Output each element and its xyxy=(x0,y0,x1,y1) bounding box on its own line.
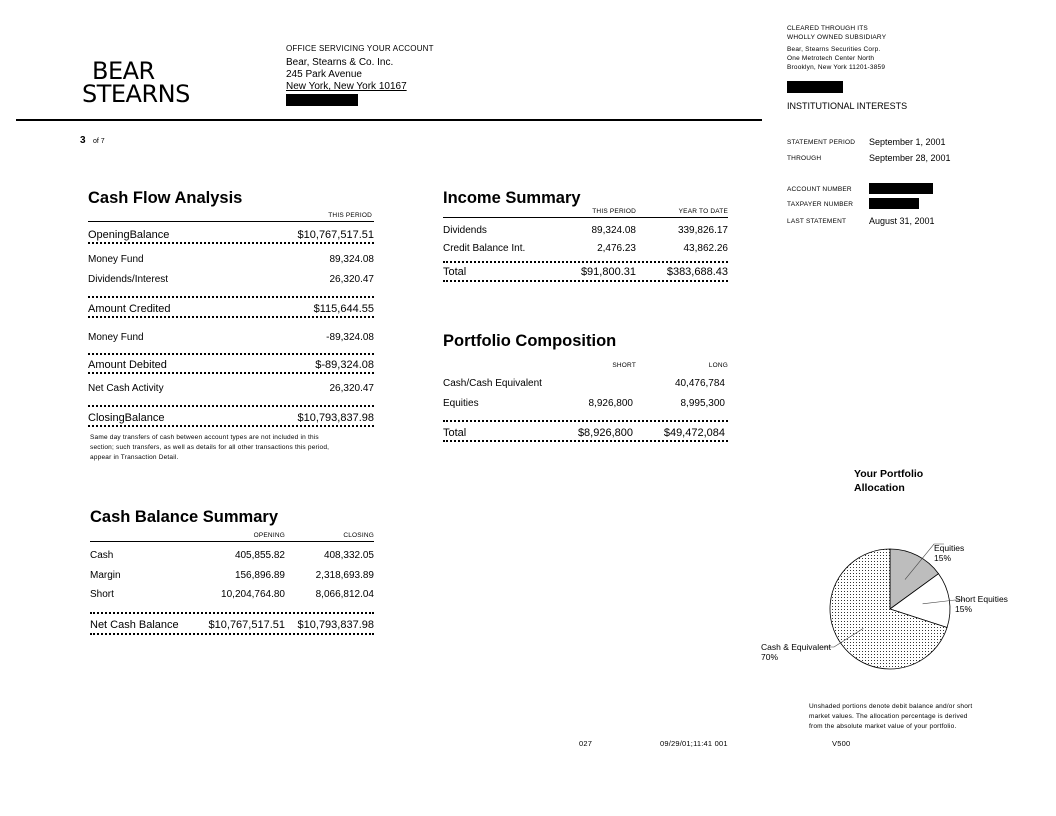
dividends-label: Dividends xyxy=(443,225,487,236)
clearing-heading-2: WHOLLY OWNED SUBSIDIARY xyxy=(787,34,887,41)
divider xyxy=(88,316,374,318)
taxpayer-number-label: TAXPAYER NUMBER xyxy=(787,201,854,208)
equities-label: Equities xyxy=(443,398,479,409)
logo-line-2: STEARNS xyxy=(82,80,190,108)
page-of: of 7 xyxy=(93,138,105,145)
income-col-this-period: THIS PERIOD xyxy=(592,208,636,215)
divider xyxy=(88,425,374,427)
clearing-block xyxy=(787,25,886,71)
statement-period-label: STATEMENT PERIOD xyxy=(787,139,856,146)
cash-flow-note xyxy=(90,433,329,463)
short-closing: 8,066,812.04 xyxy=(315,589,374,600)
amount-debited-label: Amount Debited xyxy=(88,359,167,371)
money-fund-label: Money Fund xyxy=(88,254,144,265)
divider xyxy=(443,280,728,282)
allocation-note xyxy=(809,702,972,732)
page-indicator xyxy=(80,130,105,148)
cash-flow-title: Cash Flow Analysis xyxy=(88,189,243,207)
short-equities-slice-pct: 15% xyxy=(955,604,973,614)
credit-balance-int-this-period: 2,476.23 xyxy=(597,243,636,254)
cash-balance-col-opening: OPENING xyxy=(253,532,285,539)
allocation-note-line-2: market values. The allocation percentage is derived xyxy=(809,713,968,720)
clearing-line-3: Brooklyn, New York 11201-3859 xyxy=(787,64,886,71)
cash-balance-col-closing: CLOSING xyxy=(343,532,374,539)
income-total-label: Total xyxy=(443,266,467,278)
income-col-ytd: YEAR TO DATE xyxy=(678,208,728,215)
office-line-3: New York, New York 10167 xyxy=(286,81,407,92)
credit-balance-int-ytd: 43,862.26 xyxy=(683,243,728,254)
portfolio-col-long: LONG xyxy=(708,362,728,369)
amount-credited-value: $115,644.55 xyxy=(313,303,374,315)
cash-closing: 408,332.05 xyxy=(323,550,374,561)
note-line-3: appear in Transaction Detail. xyxy=(90,454,179,461)
portfolio-composition-title: Portfolio Composition xyxy=(443,332,617,350)
margin-label: Margin xyxy=(90,570,121,581)
statement-period-value: September 1, 2001 xyxy=(869,137,946,147)
dividends-ytd: 339,826.17 xyxy=(677,225,728,236)
equities-long: 8,995,300 xyxy=(680,398,725,409)
dividends-interest-label: Dividends/Interest xyxy=(88,274,169,285)
portfolio-total-short: $8,926,800 xyxy=(577,427,633,439)
slice-label-cash-equivalent xyxy=(761,642,831,662)
page-number: 3 xyxy=(80,135,86,146)
divider xyxy=(88,372,374,374)
redacted-account-number xyxy=(869,183,933,194)
note-line-2: section; such transfers, as well as details for all other transactions this period, xyxy=(90,444,330,451)
last-statement-value: August 31, 2001 xyxy=(869,216,935,226)
office-block xyxy=(286,44,434,92)
net-cash-activity-value: 26,320.47 xyxy=(329,383,374,394)
slice-label-short-equities xyxy=(955,594,1008,614)
equities-short: 8,926,800 xyxy=(588,398,633,409)
net-cash-balance-label: Net Cash Balance xyxy=(90,619,179,631)
equities-slice-name: Equities xyxy=(934,543,965,553)
divider xyxy=(443,420,728,422)
margin-opening: 156,896.89 xyxy=(234,570,285,581)
slice-label-equities xyxy=(934,543,964,563)
short-label: Short xyxy=(90,589,114,600)
office-line-2: 245 Park Avenue xyxy=(286,69,362,80)
account-number-label: ACCOUNT NUMBER xyxy=(787,186,852,193)
equities-slice-pct: 15% xyxy=(934,553,952,563)
footer-timestamp: 09/29/01;11:41 001 xyxy=(660,739,728,748)
cash-balance-header-rule xyxy=(90,541,374,542)
net-cash-balance-opening: $10,767,517.51 xyxy=(208,619,285,631)
dividends-interest-value: 26,320.47 xyxy=(329,274,374,285)
divider xyxy=(90,612,374,614)
portfolio-col-short: SHORT xyxy=(612,362,636,369)
divider xyxy=(443,261,728,263)
closing-balance-value: $10,793,837.98 xyxy=(297,412,374,424)
through-label: THROUGH xyxy=(787,155,822,162)
allocation-title-line-1: Your Portfolio xyxy=(854,468,924,480)
short-opening: 10,204,764.80 xyxy=(221,589,285,600)
closing-balance-label: ClosingBalance xyxy=(88,412,165,424)
redacted-clearing-info xyxy=(787,81,843,93)
cash-equivalent-slice-name: Cash & Equivalent xyxy=(761,642,831,652)
income-header-rule xyxy=(443,217,728,218)
cash-equivalent-long: 40,476,784 xyxy=(674,378,725,389)
allocation-note-line-3: from the absolute market value of your portfolio. xyxy=(809,723,957,730)
allocation-title-line-2: Allocation xyxy=(854,482,905,494)
portfolio-total-long: $49,472,084 xyxy=(663,427,725,439)
amount-credited-label: Amount Credited xyxy=(88,303,171,315)
cash-balance-summary-title: Cash Balance Summary xyxy=(90,508,279,526)
divider xyxy=(88,296,374,298)
net-cash-balance-closing: $10,793,837.98 xyxy=(297,619,374,631)
cash-equivalent-label: Cash/Cash Equivalent xyxy=(443,378,542,389)
income-summary-title: Income Summary xyxy=(443,189,581,207)
money-fund-debit-label: Money Fund xyxy=(88,332,144,343)
redacted-taxpayer-number xyxy=(869,198,919,209)
divider xyxy=(88,242,374,244)
clearing-line-1: Bear, Stearns Securities Corp. xyxy=(787,46,881,53)
divider xyxy=(88,405,374,407)
divider xyxy=(90,633,374,635)
portfolio-total-label: Total xyxy=(443,427,467,439)
through-value: September 28, 2001 xyxy=(869,153,951,163)
income-total-this-period: $91,800.31 xyxy=(580,266,636,278)
header-rule xyxy=(16,119,762,121)
dividends-this-period: 89,324.08 xyxy=(591,225,636,236)
cash-flow-header-rule xyxy=(88,221,374,222)
footer-code: 027 xyxy=(579,739,593,748)
net-cash-activity-label: Net Cash Activity xyxy=(88,383,164,394)
allocation-note-line-1: Unshaded portions denote debit balance and/or short xyxy=(809,703,973,710)
cash-flow-col-header: THIS PERIOD xyxy=(328,212,372,219)
redacted-office-zip xyxy=(286,94,358,106)
opening-balance-label: OpeningBalance xyxy=(88,229,170,241)
note-line-1: Same day transfers of cash between account types are not included in this xyxy=(90,434,319,441)
last-statement-label: LAST STATEMENT xyxy=(787,218,847,225)
clearing-heading-1: CLEARED THROUGH ITS xyxy=(787,25,868,32)
amount-debited-value: $-89,324.08 xyxy=(315,359,374,371)
clearing-line-2: One Metrotech Center North xyxy=(787,55,875,62)
allocation-title xyxy=(854,467,923,495)
money-fund-debit-value: -89,324.08 xyxy=(326,332,374,343)
opening-balance-value: $10,767,517.51 xyxy=(297,229,374,241)
office-heading: OFFICE SERVICING YOUR ACCOUNT xyxy=(286,44,434,53)
cash-opening: 405,855.82 xyxy=(234,550,285,561)
bear-stearns-logo xyxy=(82,57,190,108)
account-name: INSTITUTIONAL INTERESTS xyxy=(787,101,908,111)
divider xyxy=(88,353,374,355)
office-line-1: Bear, Stearns & Co. Inc. xyxy=(286,57,394,68)
footer-version: V500 xyxy=(832,739,851,748)
short-equities-slice-name: Short Equities xyxy=(955,594,1008,604)
margin-closing: 2,318,693.89 xyxy=(315,570,374,581)
divider xyxy=(443,440,728,442)
money-fund-value: 89,324.08 xyxy=(329,254,374,265)
cash-equivalent-slice-pct: 70% xyxy=(761,652,779,662)
cash-label: Cash xyxy=(90,550,114,561)
logo-line-1: BEAR xyxy=(92,57,155,85)
income-total-ytd: $383,688.43 xyxy=(666,266,728,278)
credit-balance-int-label: Credit Balance Int. xyxy=(443,243,526,254)
